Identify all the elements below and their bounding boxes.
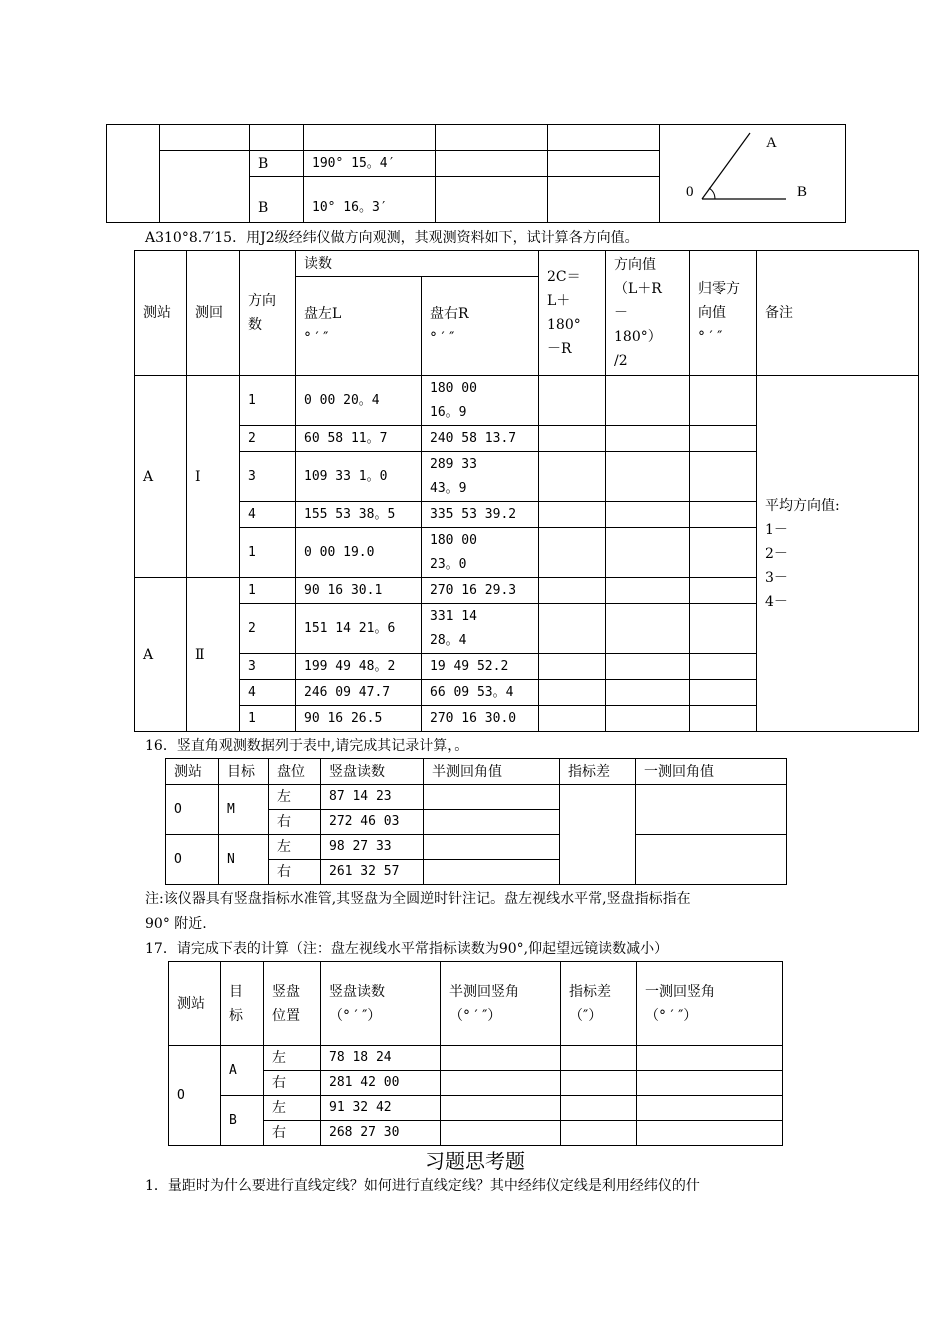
empty-cell — [637, 1121, 783, 1146]
empty-cell — [441, 1096, 561, 1121]
empty-cell — [441, 1046, 561, 1071]
angle-diagram-cell — [660, 125, 846, 223]
station-cell: A — [135, 376, 187, 578]
left-reading-cell: 60 58 11。7 — [296, 426, 422, 452]
top-cell — [436, 125, 548, 151]
ray-oa — [702, 133, 750, 199]
target-cell: A — [221, 1046, 264, 1096]
empty-cell — [690, 654, 757, 680]
empty-cell — [539, 376, 606, 426]
station-cell: O — [166, 835, 219, 885]
top-target-cell: B — [250, 177, 304, 223]
header-2c: 2C＝ L＋ 180° －R — [539, 251, 606, 376]
header-position: 竖盘 位置 — [264, 962, 321, 1046]
header-right-face: 盘右R ° ′ ″ — [422, 277, 539, 376]
empty-cell — [539, 426, 606, 452]
position-cell: 左 — [269, 835, 321, 860]
empty-cell — [539, 452, 606, 502]
empty-cell — [637, 1096, 783, 1121]
round-cell: Ⅱ — [187, 578, 240, 732]
empty-cell — [561, 1046, 637, 1071]
reading-cell: 98 27 33 — [321, 835, 424, 860]
q1-text: 1．量距时为什么要进行直线定线？如何进行直线定线？其中经纬仪定线是利用经纬仪的什 — [145, 1178, 700, 1194]
empty-cell — [539, 654, 606, 680]
empty-cell — [690, 706, 757, 732]
empty-cell — [561, 1096, 637, 1121]
top-continuation-table — [106, 124, 846, 223]
label-a: A — [766, 135, 777, 151]
position-cell: 左 — [264, 1096, 321, 1121]
label-o: 0 — [686, 184, 694, 200]
target-cell: M — [219, 785, 269, 835]
header-reading: 竖盘读数 — [321, 759, 424, 785]
target-cell: B — [221, 1096, 264, 1146]
empty-cell — [606, 604, 690, 654]
position-cell: 右 — [264, 1071, 321, 1096]
header-index-error: 指标差 — [560, 759, 636, 785]
top-reading-cell — [304, 125, 436, 151]
direction-no-cell: 1 — [240, 376, 296, 426]
q17-text: 17．请完成下表的计算（注：盘左视线水平常指标读数为90°,仰起望远镜读数减小） — [145, 941, 669, 957]
empty-cell — [424, 810, 560, 835]
empty-cell — [606, 706, 690, 732]
empty-cell — [424, 835, 560, 860]
reading-cell: 91 32 42 — [321, 1096, 441, 1121]
position-cell: 左 — [269, 785, 321, 810]
label-b: B — [797, 184, 808, 200]
q16-text: 16．竖直角观测数据列于表中,请完成其记录计算，。 — [145, 738, 469, 754]
position-cell: 左 — [264, 1046, 321, 1071]
empty-cell — [690, 604, 757, 654]
header-station: 测站 — [166, 759, 219, 785]
direction-no-cell: 4 — [240, 502, 296, 528]
top-cell — [548, 125, 660, 151]
right-reading-cell: 270 16 29.3 — [422, 578, 539, 604]
header-station: 测站 — [135, 251, 187, 376]
empty-cell — [539, 528, 606, 578]
header-full-angle: 一测回角值 — [636, 759, 787, 785]
reading-cell: 78 18 24 — [321, 1046, 441, 1071]
empty-cell — [424, 785, 560, 810]
left-reading-cell: 151 14 21。6 — [296, 604, 422, 654]
empty-cell — [606, 528, 690, 578]
top-cell — [160, 125, 250, 151]
empty-cell — [539, 680, 606, 706]
header-half-angle: 半测回角值 — [424, 759, 560, 785]
empty-cell — [637, 1071, 783, 1096]
direction-no-cell: 4 — [240, 680, 296, 706]
header-station: 测站 — [169, 962, 221, 1046]
empty-cell — [606, 654, 690, 680]
direction-no-cell: 3 — [240, 452, 296, 502]
vertical-angle-table-17 — [168, 961, 783, 1146]
top-cell — [160, 151, 250, 223]
angle-diagram — [660, 125, 844, 222]
left-reading-cell: 199 49 48。2 — [296, 654, 422, 680]
header-position: 盘位 — [269, 759, 321, 785]
left-reading-cell: 246 09 47.7 — [296, 680, 422, 706]
empty-cell — [637, 1046, 783, 1071]
station-cell: O — [169, 1046, 221, 1146]
empty-cell — [690, 528, 757, 578]
empty-cell — [690, 680, 757, 706]
empty-cell — [606, 452, 690, 502]
top-reading-cell: 10° 16。3′ — [304, 177, 436, 223]
header-reading: 竖盘读数 （° ′ ″） — [321, 962, 441, 1046]
reading-cell: 261 32 57 — [321, 860, 424, 885]
right-reading-cell: 180 00 23。0 — [422, 528, 539, 578]
header-round: 测回 — [187, 251, 240, 376]
top-target-cell: B — [250, 151, 304, 177]
empty-cell — [606, 426, 690, 452]
reading-cell: 268 27 30 — [321, 1121, 441, 1146]
right-reading-cell: 289 33 43。9 — [422, 452, 539, 502]
header-direction-no: 方向 数 — [240, 251, 296, 376]
left-reading-cell: 90 16 30.1 — [296, 578, 422, 604]
position-cell: 右 — [269, 810, 321, 835]
empty-cell — [606, 502, 690, 528]
left-reading-cell: 0 00 20。4 — [296, 376, 422, 426]
q15-text: A310°8.7′15．用J2级经纬仪做方向观测，其观测资料如下，试计算各方向值。 — [145, 230, 639, 246]
right-reading-cell: 240 58 13.7 — [422, 426, 539, 452]
empty-cell — [606, 578, 690, 604]
empty-cell — [606, 680, 690, 706]
empty-cell — [441, 1071, 561, 1096]
header-reading: 读数 — [296, 251, 539, 277]
right-reading-cell: 66 09 53。4 — [422, 680, 539, 706]
top-cell — [548, 151, 660, 177]
empty-cell — [539, 706, 606, 732]
empty-cell — [690, 426, 757, 452]
top-cell — [548, 177, 660, 223]
right-reading-cell: 270 16 30.0 — [422, 706, 539, 732]
top-reading-cell: 190° 15。4′ — [304, 151, 436, 177]
position-cell: 右 — [264, 1121, 321, 1146]
right-reading-cell: 19 49 52.2 — [422, 654, 539, 680]
header-zeroed-direction: 归零方 向值 ° ′ ″ — [690, 251, 757, 376]
round-cell: Ⅰ — [187, 376, 240, 578]
empty-cell — [690, 376, 757, 426]
right-reading-cell: 180 00 16。9 — [422, 376, 539, 426]
empty-cell — [539, 578, 606, 604]
right-reading-cell: 331 14 28。4 — [422, 604, 539, 654]
note16-line1: 注:该仪器具有竖盘指标水准管,其竖盘为全圆逆时针注记。盘左视线水平常,竖盘指标指在 — [145, 891, 691, 907]
top-target-cell — [250, 125, 304, 151]
header-left-face: 盘左L ° ′ ″ — [296, 277, 422, 376]
top-cell — [436, 151, 548, 177]
reading-cell: 87 14 23 — [321, 785, 424, 810]
header-remarks: 备注 — [757, 251, 919, 376]
top-cell — [436, 177, 548, 223]
direction-no-cell: 1 — [240, 706, 296, 732]
full-angle-cell — [636, 785, 787, 835]
target-cell: N — [219, 835, 269, 885]
angle-arc — [709, 188, 715, 199]
empty-cell — [690, 452, 757, 502]
exercise-title: 习题思考题 — [425, 1149, 525, 1173]
header-target: 目标 — [219, 759, 269, 785]
reading-cell: 281 42 00 — [321, 1071, 441, 1096]
left-reading-cell: 155 53 38。5 — [296, 502, 422, 528]
index-error-cell — [560, 785, 636, 885]
vertical-angle-table-16 — [165, 758, 787, 885]
empty-cell — [441, 1121, 561, 1146]
right-reading-cell: 335 53 39.2 — [422, 502, 539, 528]
left-reading-cell: 109 33 1。0 — [296, 452, 422, 502]
left-reading-cell: 90 16 26.5 — [296, 706, 422, 732]
empty-cell — [561, 1071, 637, 1096]
empty-cell — [690, 578, 757, 604]
full-angle-cell — [636, 835, 787, 885]
station-cell: A — [135, 578, 187, 732]
direction-no-cell: 3 — [240, 654, 296, 680]
direction-no-cell: 2 — [240, 426, 296, 452]
header-direction-value: 方向值 （L＋R － 180°） /2 — [606, 251, 690, 376]
station-cell: O — [166, 785, 219, 835]
top-station-cell — [107, 125, 160, 223]
header-full-angle: 一测回竖角 （° ′ ″） — [637, 962, 783, 1046]
direction-observation-table — [134, 250, 919, 732]
empty-cell — [606, 376, 690, 426]
empty-cell — [690, 502, 757, 528]
empty-cell — [561, 1121, 637, 1146]
direction-no-cell: 1 — [240, 528, 296, 578]
empty-cell — [539, 502, 606, 528]
reading-cell: 272 46 03 — [321, 810, 424, 835]
left-reading-cell: 0 00 19.0 — [296, 528, 422, 578]
header-index-error: 指标差 （″） — [561, 962, 637, 1046]
header-half-angle: 半测回竖角 （° ′ ″） — [441, 962, 561, 1046]
note16-line2: 90° 附近. — [145, 916, 207, 932]
header-target: 目 标 — [221, 962, 264, 1046]
empty-cell — [424, 860, 560, 885]
direction-no-cell: 1 — [240, 578, 296, 604]
direction-no-cell: 2 — [240, 604, 296, 654]
remarks-cell: 平均方向值: 1－ 2－ 3－ 4－ — [757, 376, 919, 732]
empty-cell — [539, 604, 606, 654]
position-cell: 右 — [269, 860, 321, 885]
